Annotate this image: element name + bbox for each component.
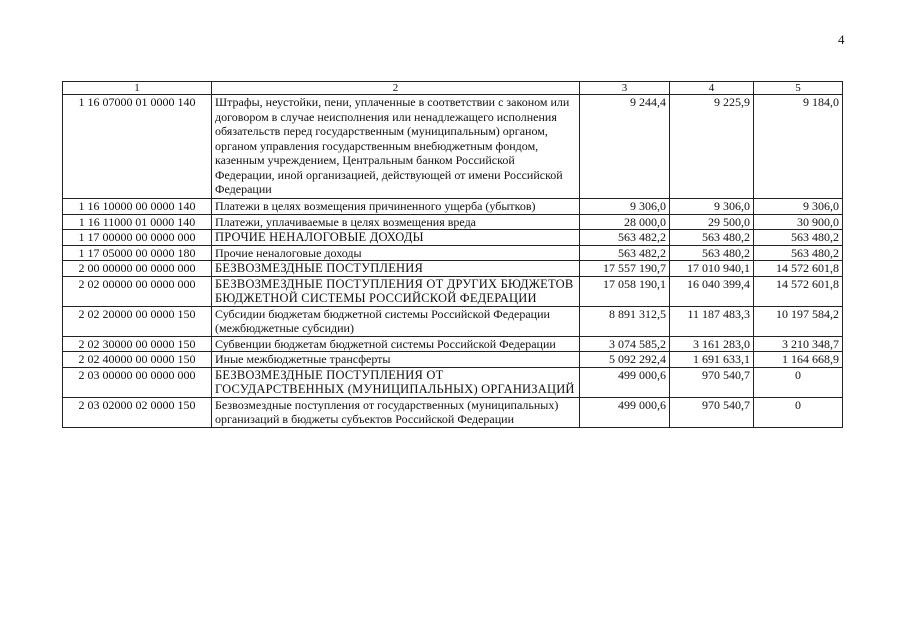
value-col3: 28 000,0 — [580, 214, 670, 230]
table-row — [63, 336, 843, 352]
revenue-name: БЕЗВОЗМЕЗДНЫЕ ПОСТУПЛЕНИЯ ОТ ГОСУДАРСТВЕННЫХ (МУНИЦИПАЛЬНЫХ) ОРГАНИЗАЦИЙ — [212, 367, 580, 397]
value-col4: 970 540,7 — [670, 397, 754, 427]
value-col3: 17 557 190,7 — [580, 261, 670, 277]
value-col4: 970 540,7 — [670, 367, 754, 397]
value-col3: 3 074 585,2 — [580, 336, 670, 352]
value-col3: 9 244,4 — [580, 95, 670, 199]
budget-code: 1 17 05000 00 0000 180 — [63, 245, 212, 261]
revenue-name: Безвозмездные поступления от государственных (муниципальных) организаций в бюджеты субъектов Российской Федерации — [212, 397, 580, 427]
revenue-name: Платежи, уплачиваемые в целях возмещения вреда — [212, 214, 580, 230]
value-col4: 3 161 283,0 — [670, 336, 754, 352]
budget-code: 1 17 00000 00 0000 000 — [63, 230, 212, 246]
value-col4: 11 187 483,3 — [670, 306, 754, 336]
value-col5: 10 197 584,2 — [754, 306, 843, 336]
value-col5: 3 210 348,7 — [754, 336, 843, 352]
table-row — [63, 199, 843, 215]
revenue-name: БЕЗВОЗМЕЗДНЫЕ ПОСТУПЛЕНИЯ ОТ ДРУГИХ БЮДЖЕТОВ БЮДЖЕТНОЙ СИСТЕМЫ РОССИЙСКОЙ ФЕДЕРАЦИИ — [212, 276, 580, 306]
table-row — [63, 397, 843, 427]
budget-code: 2 03 00000 00 0000 000 — [63, 367, 212, 397]
value-col5: 563 480,2 — [754, 245, 843, 261]
value-col3: 9 306,0 — [580, 199, 670, 215]
value-col3: 563 482,2 — [580, 245, 670, 261]
value-col4: 563 480,2 — [670, 245, 754, 261]
column-header: 3 — [580, 82, 670, 95]
revenue-name: Иные межбюджетные трансферты — [212, 352, 580, 368]
column-header: 2 — [212, 82, 580, 95]
revenue-name: Прочие неналоговые доходы — [212, 245, 580, 261]
value-col4: 29 500,0 — [670, 214, 754, 230]
value-col5: 0 — [754, 397, 843, 427]
budget-revenue-table — [62, 81, 843, 428]
value-col3: 499 000,6 — [580, 397, 670, 427]
budget-code: 2 02 00000 00 0000 000 — [63, 276, 212, 306]
value-col4: 16 040 399,4 — [670, 276, 754, 306]
budget-code: 2 03 02000 02 0000 150 — [63, 397, 212, 427]
table-row — [63, 245, 843, 261]
table-row — [63, 261, 843, 277]
value-col5: 30 900,0 — [754, 214, 843, 230]
budget-code: 2 02 20000 00 0000 150 — [63, 306, 212, 336]
page-number: 4 — [838, 32, 845, 47]
table-row — [63, 95, 843, 199]
value-col5: 1 164 668,9 — [754, 352, 843, 368]
value-col5: 563 480,2 — [754, 230, 843, 246]
value-col5: 14 572 601,8 — [754, 261, 843, 277]
revenue-name: Платежи в целях возмещения причиненного ущерба (убытков) — [212, 199, 580, 215]
table-header-row — [63, 82, 843, 95]
value-col5: 0 — [754, 367, 843, 397]
budget-code: 1 16 11000 01 0000 140 — [63, 214, 212, 230]
value-col5: 14 572 601,8 — [754, 276, 843, 306]
revenue-name: Субсидии бюджетам бюджетной системы Российской Федерации (межбюджетные субсидии) — [212, 306, 580, 336]
budget-code: 2 00 00000 00 0000 000 — [63, 261, 212, 277]
budget-code: 1 16 07000 01 0000 140 — [63, 95, 212, 199]
value-col4: 9 306,0 — [670, 199, 754, 215]
value-col3: 17 058 190,1 — [580, 276, 670, 306]
table-row — [63, 352, 843, 368]
revenue-name: Субвенции бюджетам бюджетной системы Российской Федерации — [212, 336, 580, 352]
budget-code: 2 02 30000 00 0000 150 — [63, 336, 212, 352]
column-header: 5 — [754, 82, 843, 95]
value-col3: 5 092 292,4 — [580, 352, 670, 368]
value-col5: 9 306,0 — [754, 199, 843, 215]
value-col4: 563 480,2 — [670, 230, 754, 246]
table-row — [63, 214, 843, 230]
revenue-name: Штрафы, неустойки, пени, уплаченные в соответствии с законом или договором в случае неисполнения или ненадлежащего исполнения обязательств перед государственным (муниципальным) органом, органом управления государственным внебюджетным фондом, казенным учреждением, Центральным банком Российской Федерации, иной организацией, действующей от имени Российской Федерации — [212, 95, 580, 199]
table-row — [63, 276, 843, 306]
column-header: 1 — [63, 82, 212, 95]
value-col3: 563 482,2 — [580, 230, 670, 246]
value-col5: 9 184,0 — [754, 95, 843, 199]
table-row — [63, 306, 843, 336]
table-row — [63, 230, 843, 246]
value-col4: 9 225,9 — [670, 95, 754, 199]
budget-code: 1 16 10000 00 0000 140 — [63, 199, 212, 215]
value-col4: 1 691 633,1 — [670, 352, 754, 368]
value-col3: 8 891 312,5 — [580, 306, 670, 336]
value-col4: 17 010 940,1 — [670, 261, 754, 277]
revenue-name: БЕЗВОЗМЕЗДНЫЕ ПОСТУПЛЕНИЯ — [212, 261, 580, 277]
budget-code: 2 02 40000 00 0000 150 — [63, 352, 212, 368]
column-header: 4 — [670, 82, 754, 95]
table-row — [63, 367, 843, 397]
value-col3: 499 000,6 — [580, 367, 670, 397]
revenue-name: ПРОЧИЕ НЕНАЛОГОВЫЕ ДОХОДЫ — [212, 230, 580, 246]
